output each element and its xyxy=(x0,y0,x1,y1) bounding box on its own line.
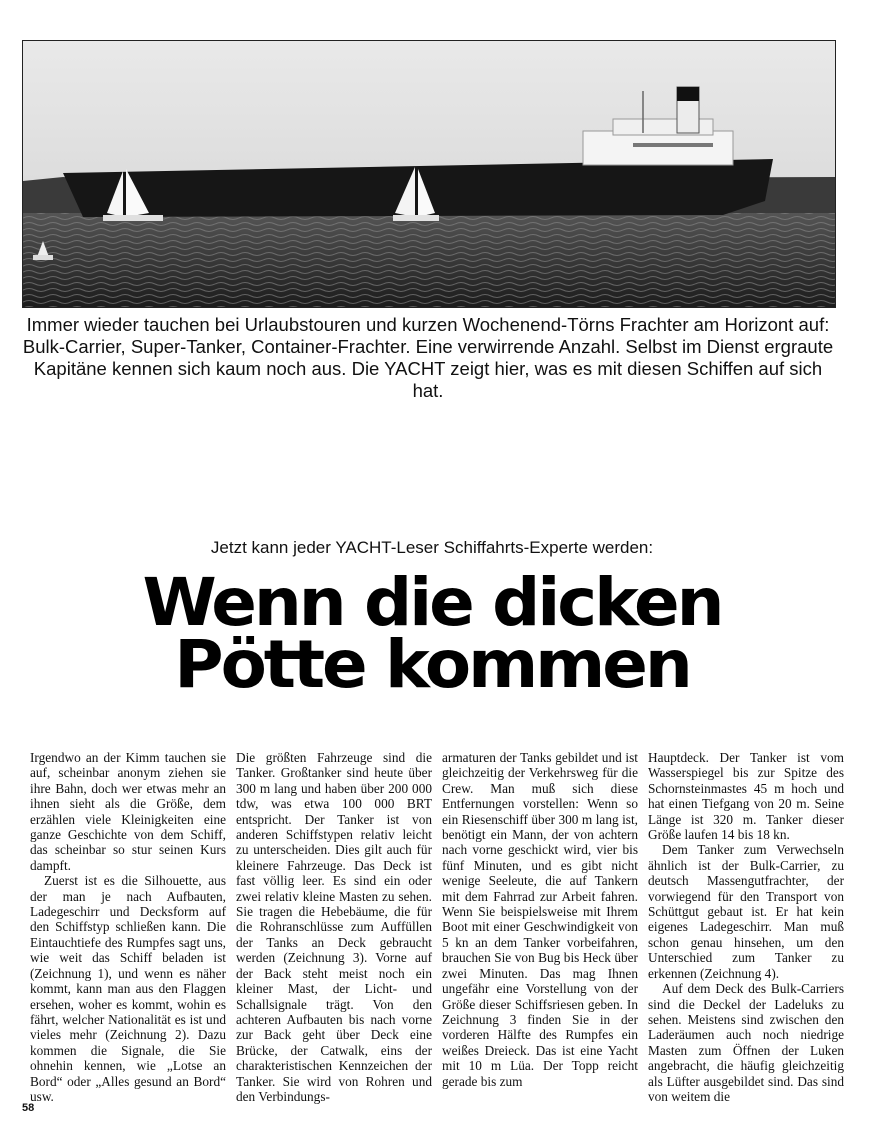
article-columns xyxy=(30,750,844,1104)
paragraph: Hauptdeck. Der Tanker ist vom Wasserspiegel bis zur Spitze des Schornsteinmastes 45 m hoch und hat einen Tiefgang von 20 m. Seine Länge ist 320 m. Tanker dieser Größe laufen 14 bis 18 kn. xyxy=(648,750,844,843)
headline xyxy=(0,564,864,703)
paragraph: Zuerst ist es die Silhouette, aus der man je nach Aufbauten, Ladegeschirr und Decksform auf den Schiffstyp schließen kann. Die Eintauchtiefe des Rumpfes sagt uns, wie weit das Schiff beladen ist (Zeichnung 1), und wenn es näher kommt, kann man aus den Flaggen ersehen, woher es kommt, wohin es fährt, welcher Nationalität es ist und vieles mehr (Zeichnung 2). Dazu kommen die Signale, die Sie ohnehin kennen, wie „Lotse an Bord“ oder „Alles gesund an Bord“ usw. xyxy=(30,873,226,1104)
headline-line-1: Wenn die dicken xyxy=(142,564,722,641)
paragraph: Dem Tanker zum Verwechseln ähnlich ist der Bulk-Carrier, zu deutsch Massengutfrachter, der vorwiegend für den Transport von Schüttgut gebaut ist. Er hat kein eigenes Ladegeschirr. Man muß schon genau hinsehen, um den Unterschied zum Tanker zu erkennen (Zeichnung 4). xyxy=(648,842,844,981)
ship-photo-icon xyxy=(23,41,835,307)
paragraph: Die größten Fahrzeuge sind die Tanker. Großtanker sind heute über 300 m lang und haben über 200 000 tdw, was etwa 100 000 BRT entspricht. Der Tanker ist von anderen Schiffstypen relativ leicht zu unterscheiden. Dies gilt auch für kleinere Fahrzeuge. Das Deck ist fast völlig leer. Es sind ein oder zwei relativ kleine Masten zu sehen. Sie tragen die Hebebäume, die für die Rohranschlüsse zum Auffüllen der Tanks an Deck gebraucht werden (Zeichnung 3). Vorne auf der Back steht meist noch ein kleiner Mast, der Licht- und Schallsignale trägt. Von den achteren Aufbauten bis nach vorne zur Back geht über Deck eine Brücke, der Catwalk, eins der charakteristischen Kennzeichen der Tanker. Sie wird von Rohren und den Verbindungs- xyxy=(236,750,432,1104)
photo-caption: Immer wieder tauchen bei Urlaubstouren und kurzen Wochenend-Törns Frachter am Horizont auf: Bulk-Carrier, Super-Tanker, Container-Frachter. Eine verwirrende Anzahl. Selbst im Dienst ergraute Kapitäne kennen sich kaum noch aus. Die YACHT zeigt hier, was es mit diesen Schiffen auf sich hat. xyxy=(22,314,834,401)
article-column-2 xyxy=(236,750,432,1104)
ship-photo xyxy=(22,40,836,308)
article-column-1 xyxy=(30,750,226,1104)
article-column-3 xyxy=(442,750,638,1104)
paragraph: armaturen der Tanks gebildet und ist gleichzeitig der Verkehrsweg für die Crew. Man muß sich diese Entfernungen vorstellen: Wenn so ein Riesenschiff über 300 m lang ist, benötigt ein Mann, der von achtern nach vorne geschickt wird, vier bis fünf Minuten, und es gibt nicht wenige Seeleute, die auf Tankern mit dem Fahrrad zur Arbeit fahren. Wenn Sie beispielsweise mit Ihrem Boot mit einer Geschwindigkeit von 5 kn an dem Tanker vorbeifahren, brauchen Sie von Bug bis Heck über zwei Minuten. Das mag Ihnen ungefähr eine Vorstellung von der Größe dieser Schiffsriesen geben. In Zeichnung 3 finden Sie in der vorderen Hälfte des Rumpfes ein weißes Dreieck. Das ist eine Yacht mit 10 m Lüa. Der Topp reicht gerade bis zum xyxy=(442,750,638,1089)
paragraph: Auf dem Deck des Bulk-Carriers sind die Deckel der Ladeluks zu sehen. Meistens sind zwischen den Laderäumen auch noch niedrige Masten zum Öffnen der Luken angebracht, die häufig gleichzeitig als Lüfter ausgebildet sind. Das sind von weitem die xyxy=(648,981,844,1104)
page-number: 58 xyxy=(22,1102,35,1114)
article-column-4 xyxy=(648,750,844,1104)
headline-line-2: Pötte kommen xyxy=(174,626,690,703)
kicker-line: Jetzt kann jeder YACHT-Leser Schiffahrts-Experte werden: xyxy=(210,538,654,557)
paragraph: Irgendwo an der Kimm tauchen sie auf, scheinbar anonym ziehen sie ihre Bahn, doch wer etwas mehr an ihnen sieht als die Größe, dem erzählen viele Kleinigkeiten eine ganze Geschichte von dem Schiff, das scheinbar so stur seinen Kurs dampft. xyxy=(30,750,226,873)
